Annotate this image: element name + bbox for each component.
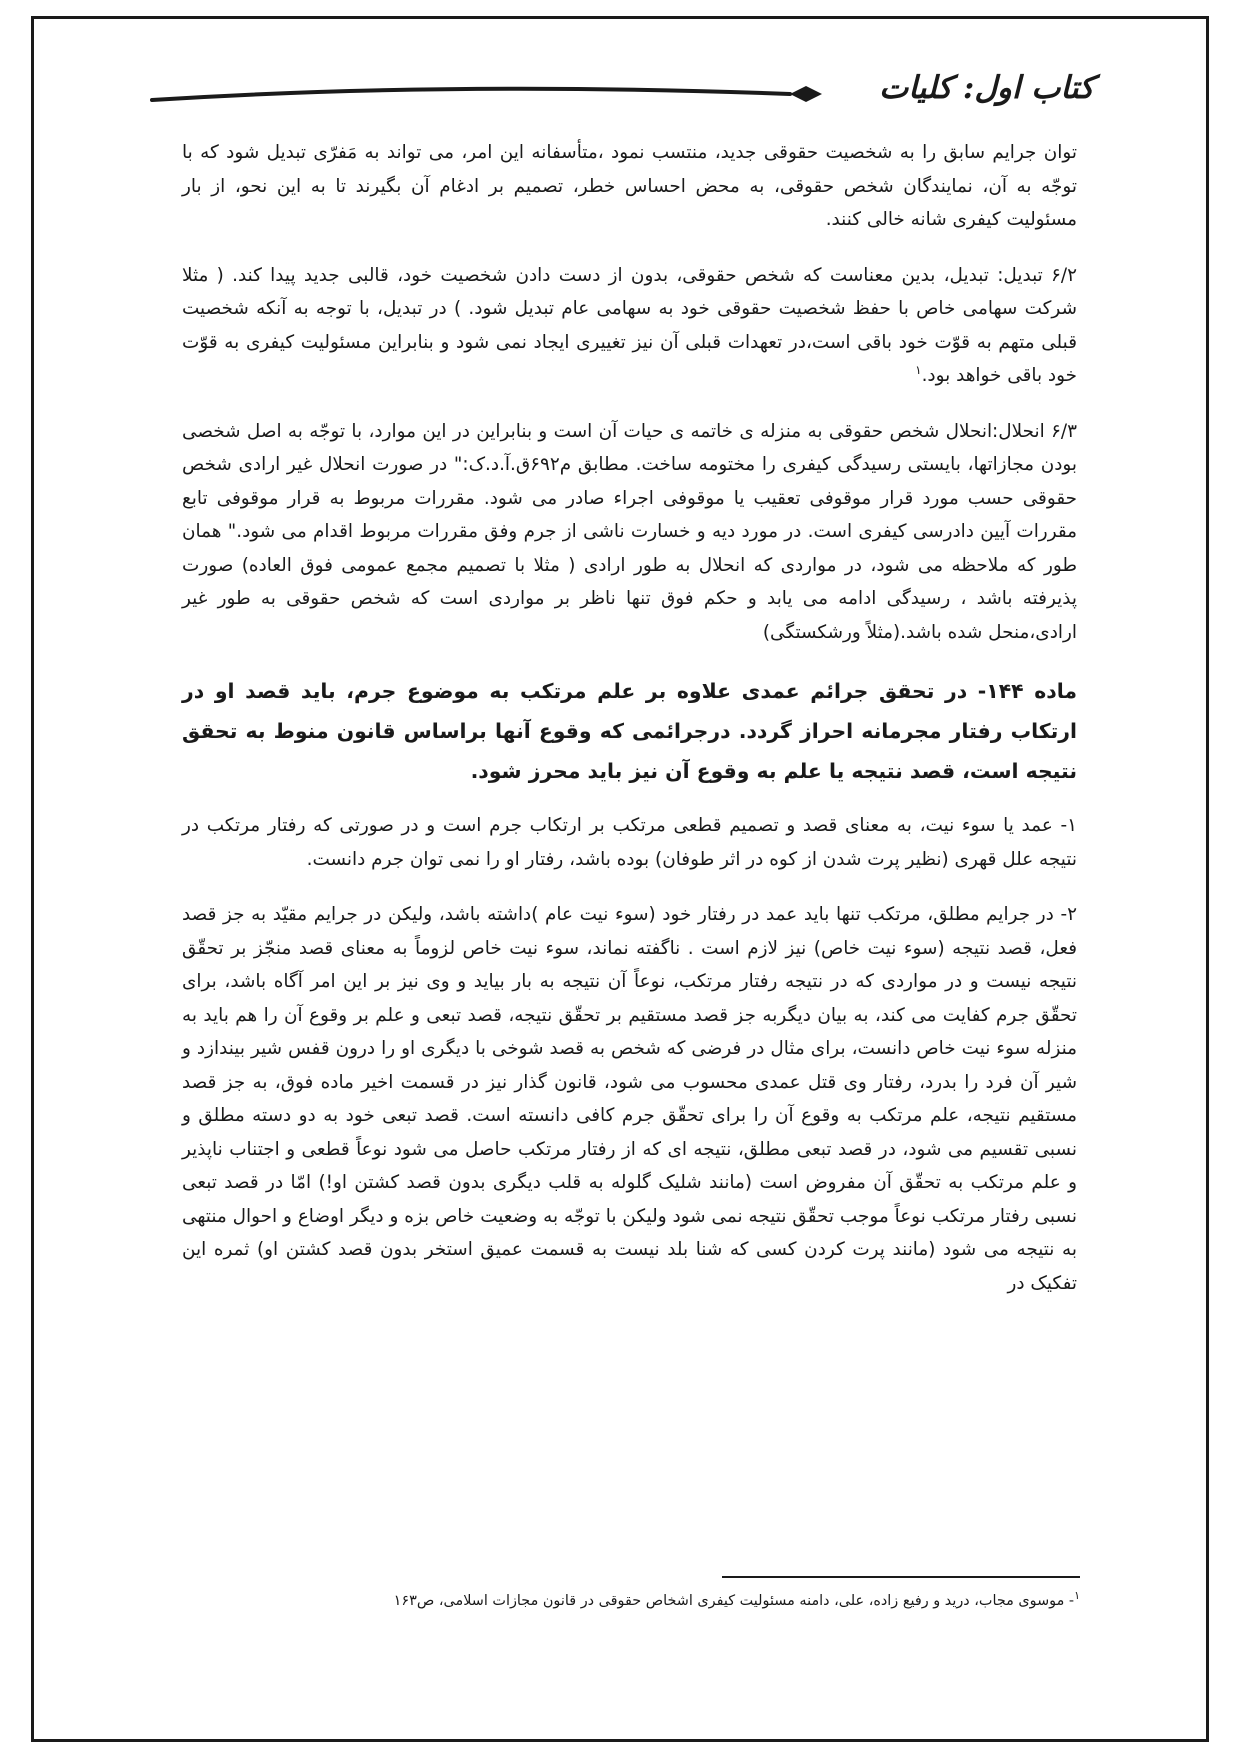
paragraph-point-1: ۱- عمد یا سوء نیت، به معنای قصد و تصمیم قطعی مرتکب بر ارتکاب جرم است و در صورتی که رفتار مرتکب در نتیجه علل قهری (نظیر پرت شدن از کوه در اثر طوفان) بوده باشد، رفتار او را نمی توان جرم دانست. — [182, 815, 1077, 870]
paragraph-conversion — [182, 259, 1077, 393]
paragraph-point-2: ۲- در جرایم مطلق، مرتکب تنها باید عمد در رفتار خود (سوء نیت عام )داشته باشد، ولیکن در جرایم مقیّد به جز قصد فعل، قصد نتیجه (سوء نیت خاص) نیز لازم است . ناگفته نماند، سوء نیت خاص لزوماً به معنای قصد منجّز بر تحقّق نتیجه نیست و در مواردی که در نتیجه رفتار مرتکب، نوعاً آن نتیجه به بار بیاید و وی نیز بر این امر آگاه باشد، برای تحقّق جرم کفایت می کند، به بیان دیگربه جز قصد مستقیم بر تحقّق نتیجه، قصد تبعی و علم بر وقوع آن را هم باید به منزله سوء نیت خاص دانست، برای مثال در فرضی که شخص به قصد شوخی با دیگری او را درون قفس شیر بیندازد و شیر آن فرد را بدرد، رفتار وی قتل عمدی محسوب می شود، قانون گذار نیز در قسمت اخیر ماده فوق، به جز قصد مستقیم نتیجه، علم مرتکب به وقوع آن را برای تحقّق جرم کافی دانسته است. قصد تبعی خود به دو دسته مطلق و نسبی تقسیم می شود، در قصد تبعی مطلق، نتیجه ای که از رفتار مرتکب حاصل می شود نوعاً قطعی و اجتناب ناپذیر و علم مرتکب به تحقّق آن مفروض است (مانند شلیک گلوله به قلب دیگری بدون قصد کشتن او!) امّا در قصد تبعی نسبی رفتار مرتکب نوعاً موجب تحقّق نتیجه نمی شود ولیکن با توجّه به وضعیت خاص بزه و دیگر اوضاع و احوال منتهی به نتیجه می شود (مانند پرت کردن کسی که شنا بلد نیست به قسمت عمیق استخر بدون قصد کشتن او) ثمره این تفکیک در — [182, 904, 1077, 1294]
header-title: کتاب اول: کلیات — [879, 70, 1094, 106]
paragraph-text: ۶/۲ تبدیل: تبدیل، بدین معناست که شخص حقوقی، بدون از دست دادن شخصیت خود، قالبی جدید پیدا کند. ( مثلا شرکت سهامی خاص با حفظ شخصیت حقوقی خود به سهامی عام تبدیل شود. ) در تبدیل، با توجه به آنکه شخصیت قبلی متهم به قوّت خود باقی است،در تعهدات قبلی آن نیز تغییری ایجاد نمی شود و بنابراین مسئولیت کیفری به قوّت خود باقی خواهد بود. — [182, 264, 1077, 386]
page-body — [182, 136, 1077, 1322]
footnote — [300, 1586, 1080, 1616]
footnote-reference: ۱ — [915, 362, 922, 377]
footnote-text: - موسوی مجاب، درید و رفیع زاده، علی، دامنه مسئولیت کیفری اشخاص حقوقی در قانون مجازات اسلامی، ص۱۶۳ — [393, 1593, 1075, 1609]
footnote-separator — [722, 1576, 1080, 1578]
header-swash-rule — [150, 66, 840, 128]
paragraph-intro-continuation: توان جرایم سابق را به شخصیت حقوقی جدید، منتسب نمود ،متأسفانه این امر، می تواند به مَفرّی تبدیل شود که با توجّه به آن، نمایندگان شخص حقوقی، به محض احساس خطر، تصمیم بر ادغام آن بگیرند تا به این نحو، از بار مسئولیت کیفری شانه خالی کنند. — [182, 142, 1077, 230]
article-144-text: ماده ۱۴۴- در تحقق جرائم عمدی علاوه بر علم مرتکب به موضوع جرم، باید قصد او در ارتکاب رفتار مجرمانه احراز گردد. درجرائمی که وقوع آنها براساس قانون منوط به تحقق نتیجه است، قصد نتیجه یا علم به وقوع آن نیز باید محرز شود. — [182, 679, 1077, 783]
paragraph-dissolution: ۶/۳ انحلال:انحلال شخص حقوقی به منزله ی خاتمه ی حیات آن است و بنابراین در این موارد، با توجّه به اصل شخصی بودن مجازاتها، بایستی رسیدگی کیفری را مختومه ساخت. مطابق م۶۹۲ق.آ.د.ک:" در صورت انحلال غیر ارادی شخص حقوقی حسب مورد قرار موقوفی تعقیب یا موقوفی اجراء صادر می شود. مقررات مربوط به قرار موقوفی تابع مقررات آیین دادرسی کیفری است. در مورد دیه و خسارت ناشی از جرم وفق مقررات مربوط اقدام می شود." همان طور که ملاحظه می شود، در مواردی که انحلال به طور ارادی ( مثلا با تصمیم مجمع عمومی فوق العاده) صورت پذیرفته باشد ، رسیدگی ادامه می یابد و حکم فوق تنها ناظر بر مواردی است که شخص حقوقی به طور غیر ارادی،منحل شده باشد.(مثلاً ورشکستگی) — [182, 420, 1078, 643]
running-header — [150, 66, 1094, 128]
footnote-mark: ۱ — [1074, 1589, 1080, 1603]
